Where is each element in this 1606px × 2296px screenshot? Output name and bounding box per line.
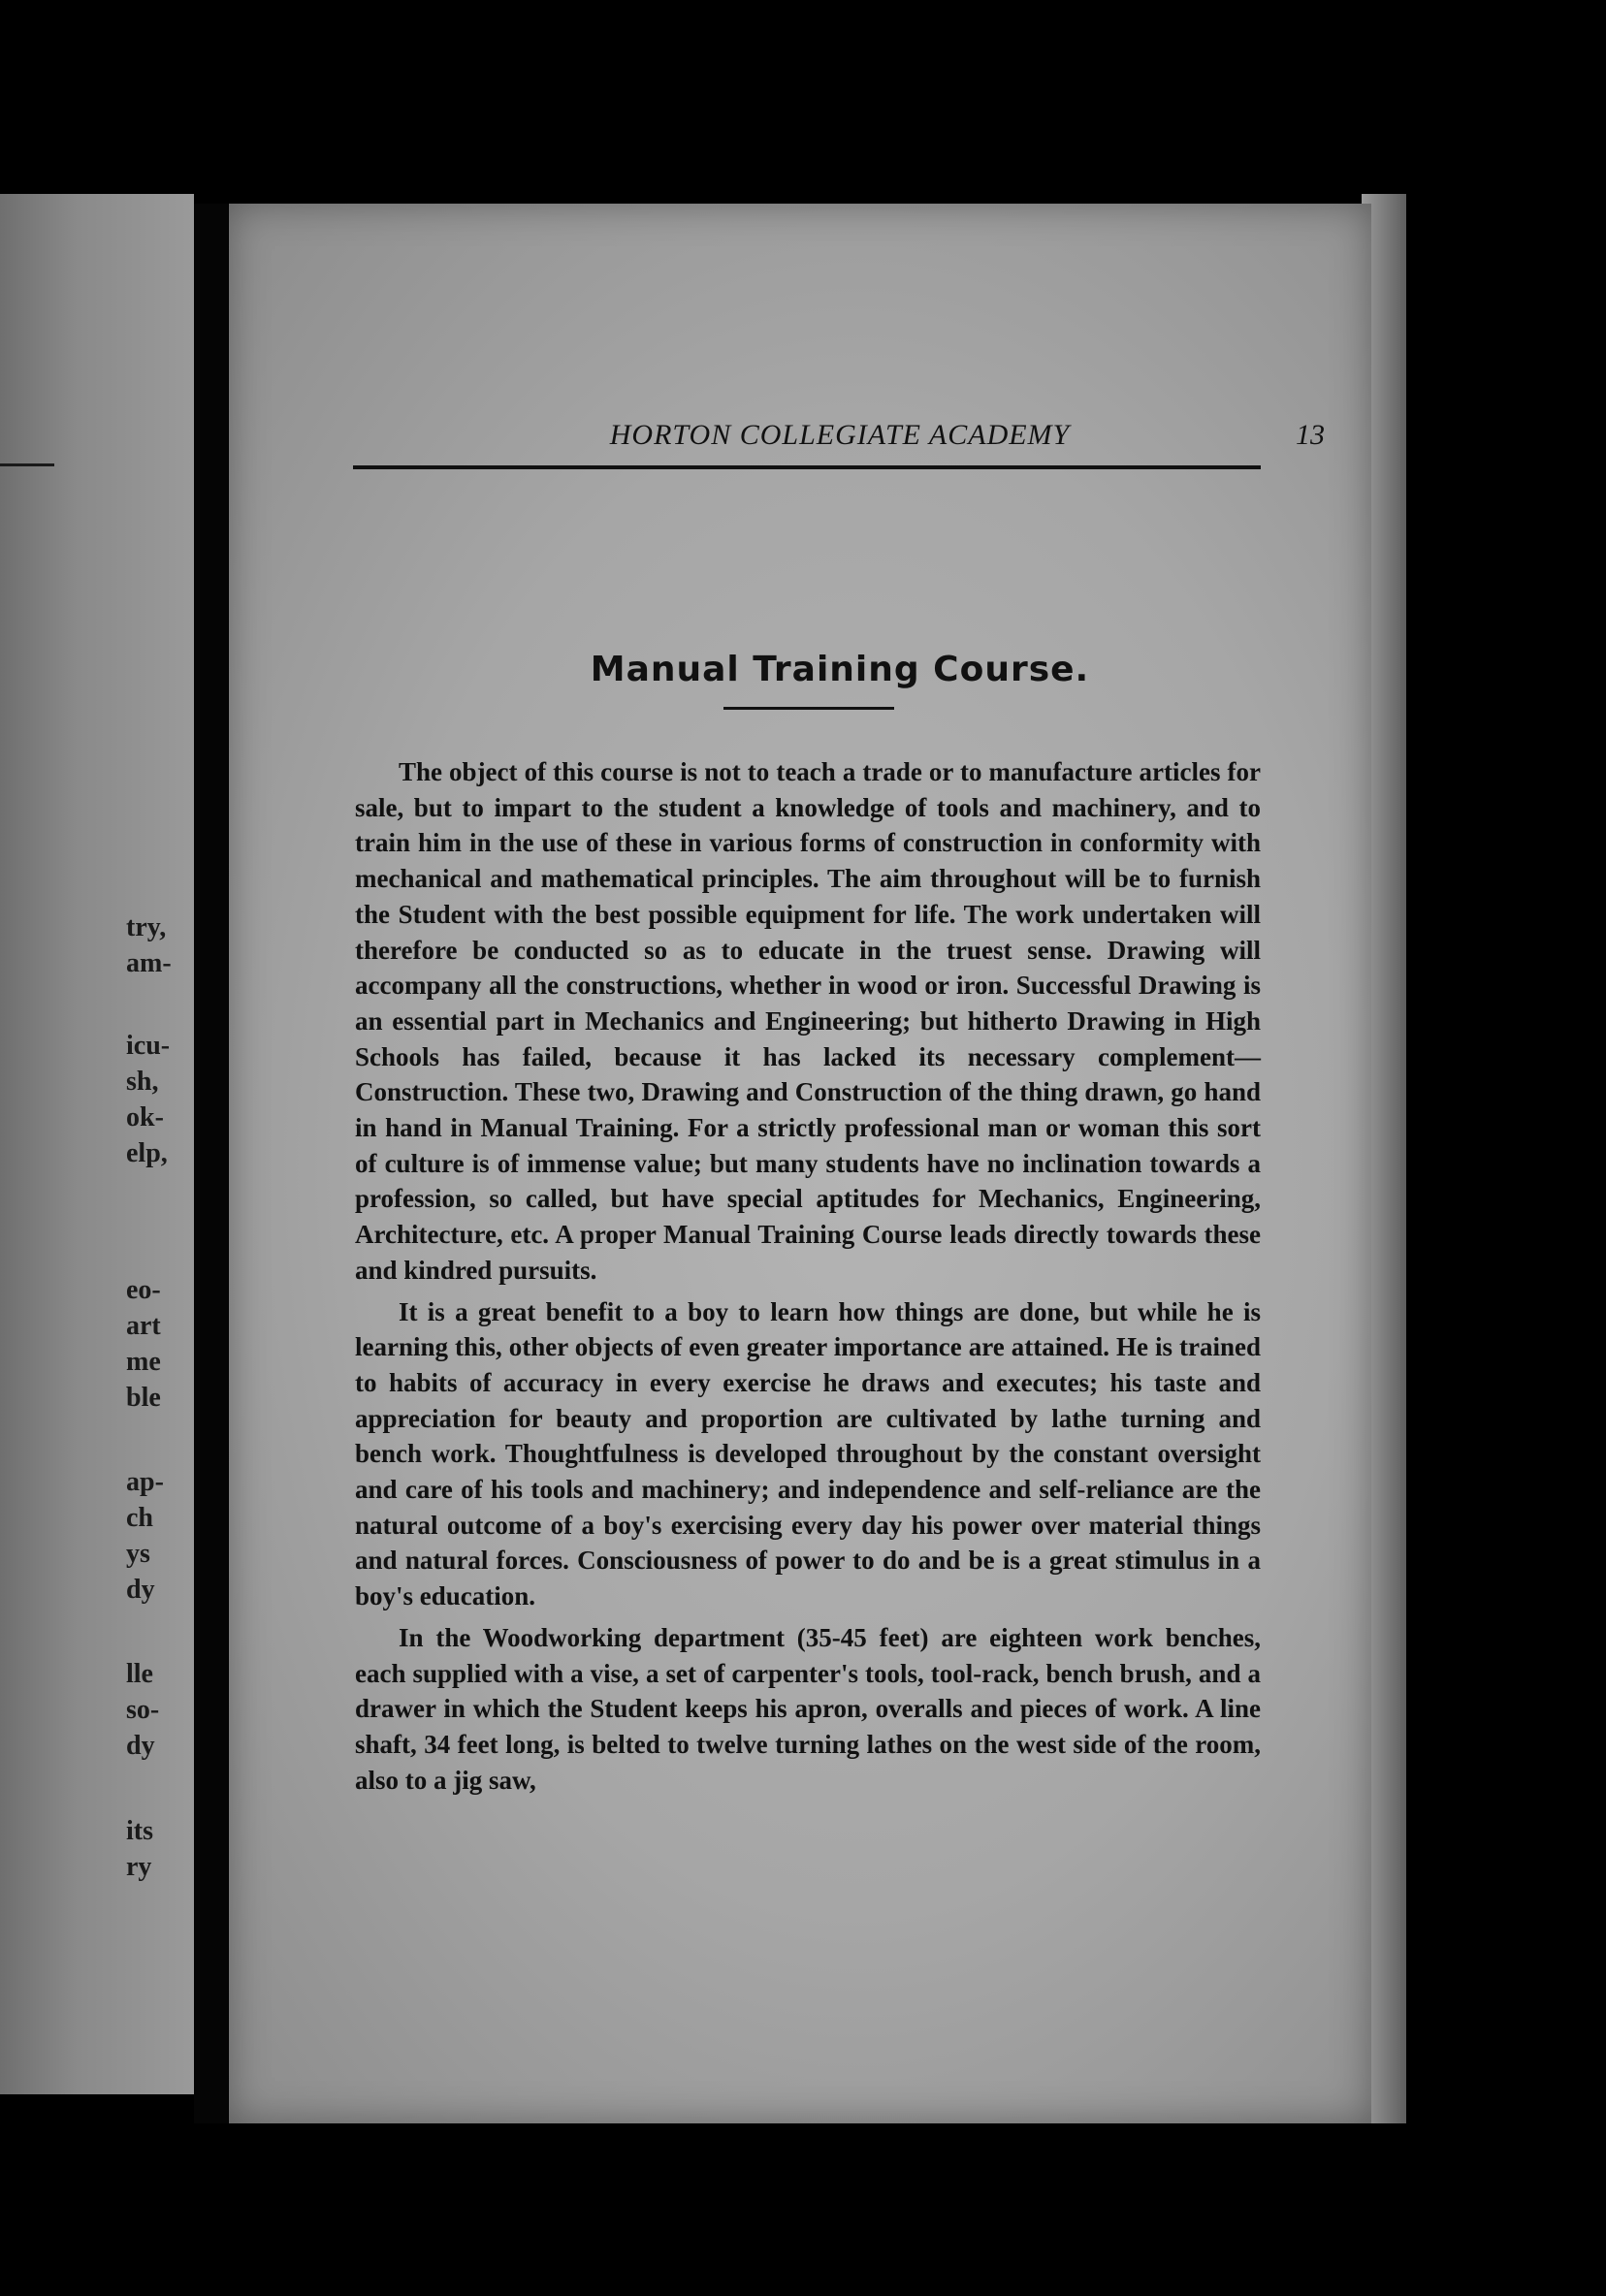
left-fragment: ble	[126, 1383, 161, 1413]
paragraph: It is a great benefit to a boy to learn how things are done, but while he is learning this, other objects of even greater importance are attained. He is trained to habits of accuracy in every exercise he draws and executes; his taste and appreciation for beauty and proportion are cultivated by lathe turning and bench work. Thoughtfulness is developed throughout by the constant oversight and care of his tools and machinery; and independence and self-reliance are the natural outcome of a boy's exercising every day his power over material things and natural forces. Consciousness of power to do and be is a great stimulus in a boy's education.	[355, 1296, 1261, 1611]
section-title: Manual Training Course.	[590, 650, 1090, 689]
page-number: 13	[1296, 419, 1325, 451]
left-fragment: try,	[126, 912, 167, 942]
left-fragment: ok-	[126, 1102, 164, 1132]
left-fragment: am-	[126, 948, 172, 978]
left-fragment: so-	[126, 1695, 160, 1725]
book-gutter	[194, 204, 228, 2123]
left-fragment: elp,	[126, 1138, 168, 1168]
title-rule	[723, 707, 894, 710]
paragraph: In the Woodworking department (35-45 feet) are eighteen work benches, each supplied with a vise, a set of carpenter's tools, tool-rack, bench brush, and a drawer in which the Student keeps his apron, overalls and pieces of work. A line shaft, 34 feet long, is belted to twelve turning lathes on the west side of the room, also to a jig saw,	[355, 1622, 1261, 1795]
left-fragment: lle	[126, 1659, 153, 1689]
left-fragment: its	[126, 1816, 153, 1846]
left-fragment: dy	[126, 1575, 155, 1605]
previous-page-header-rule	[0, 463, 54, 466]
book-page	[229, 204, 1371, 2123]
page-header	[355, 419, 1325, 462]
left-fragment: art	[126, 1311, 161, 1341]
left-fragment: sh,	[126, 1067, 159, 1097]
left-fragment: ys	[126, 1539, 150, 1569]
left-fragment: ap-	[126, 1467, 164, 1497]
running-head: HORTON COLLEGIATE ACADEMY	[609, 419, 1071, 451]
left-fragment: eo-	[126, 1275, 161, 1305]
left-fragment: me	[126, 1347, 161, 1377]
previous-page-fragment	[0, 194, 194, 2094]
left-fragment: ch	[126, 1503, 153, 1533]
left-fragment: ry	[126, 1852, 152, 1882]
left-fragment: icu-	[126, 1031, 171, 1061]
left-fragment: dy	[126, 1731, 155, 1761]
paragraph: The object of this course is not to teach a trade or to manufacture articles for sale, but to impart to the student a knowledge of tools and machinery, and to train him in the use of these in various forms of construction in conformity with mechanical and mathematical principles. The aim throughout will be to furnish the Student with the best possible equipment for life. The work undertaken will therefore be conducted so as to educate in the truest sense. Drawing will accompany all the constructions, whether in wood or iron. Successful Drawing is an essential part in Mechanics and Engineering; but hitherto Drawing in High Schools has failed, because it has lacked its necessary complement—Construction. These two, Drawing and Construction of the thing drawn, go hand in hand in Manual Training. For a strictly professional man or woman this sort of culture is of immense value; but many students have no inclination towards a profession, so called, but have special aptitudes for Mechanics, Engineering, Architecture, etc. A proper Manual Training Course leads directly towards these and kindred pursuits.	[355, 757, 1261, 1285]
header-rule	[353, 465, 1261, 469]
body-text	[355, 754, 1261, 1803]
